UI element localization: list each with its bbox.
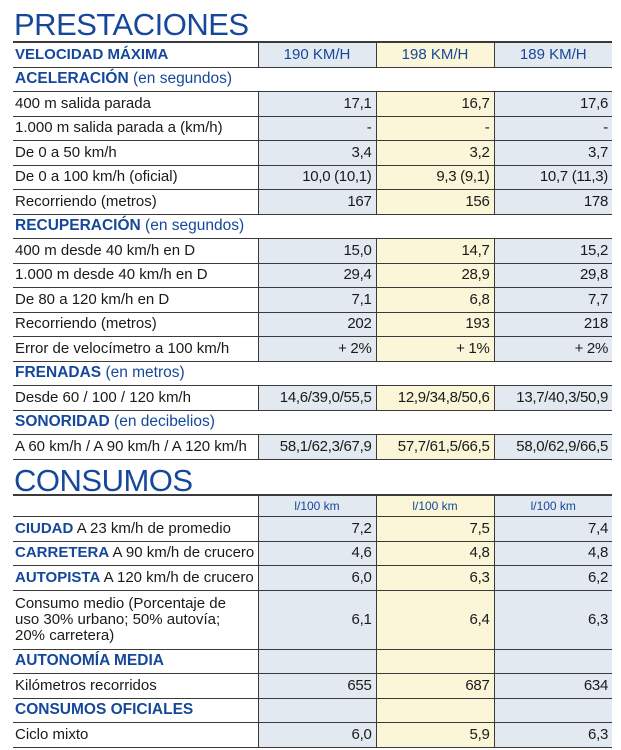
table-row bbox=[13, 239, 612, 264]
table-row bbox=[13, 92, 612, 117]
cell-value: - bbox=[494, 116, 612, 141]
velocidad-maxima-label: VELOCIDAD MÁXIMA bbox=[13, 42, 258, 67]
section-label: ACELERACIÓN bbox=[15, 70, 129, 88]
cell-value: 7,1 bbox=[258, 288, 376, 313]
cell-value: 634 bbox=[494, 674, 612, 699]
cell-value: 6,2 bbox=[494, 566, 612, 591]
table-row bbox=[13, 165, 612, 190]
row-label: Error de velocímetro a 100 km/h bbox=[13, 337, 258, 362]
table-row bbox=[13, 386, 612, 411]
table-row bbox=[13, 263, 612, 288]
cell-value: 202 bbox=[258, 312, 376, 337]
velocidad-maxima-value: 190 KM/H bbox=[258, 42, 376, 67]
table-row bbox=[13, 566, 612, 591]
table-row bbox=[13, 723, 612, 748]
row-highlight: CIUDAD bbox=[15, 519, 74, 537]
frenadas-section-header bbox=[13, 361, 612, 386]
row-label: De 0 a 100 km/h (oficial) bbox=[13, 165, 258, 190]
table-row bbox=[13, 288, 612, 313]
velocidad-maxima-row bbox=[13, 42, 612, 67]
row-label: De 0 a 50 km/h bbox=[13, 141, 258, 166]
velocidad-maxima-value: 189 KM/H bbox=[494, 42, 612, 67]
row-label bbox=[13, 517, 258, 542]
units-row bbox=[13, 495, 612, 517]
row-label: Recorriendo (metros) bbox=[13, 190, 258, 215]
cell-value: 4,8 bbox=[494, 541, 612, 566]
cell-value: 6,3 bbox=[376, 566, 494, 591]
recuperacion-section-header bbox=[13, 214, 612, 239]
section-unit: (en segundos) bbox=[145, 217, 245, 235]
section-label: CONSUMOS OFICIALES bbox=[13, 698, 258, 723]
table-row bbox=[13, 141, 612, 166]
section-unit: (en metros) bbox=[105, 364, 185, 382]
table-row bbox=[13, 541, 612, 566]
consumos-oficiales-section-header bbox=[13, 698, 612, 723]
cell-value: 29,4 bbox=[258, 263, 376, 288]
cell-value: 7,5 bbox=[376, 517, 494, 542]
cell-value: 7,2 bbox=[258, 517, 376, 542]
cell-value: 6,8 bbox=[376, 288, 494, 313]
row-label: 1.000 m salida parada a (km/h) bbox=[13, 116, 258, 141]
cell-value: - bbox=[376, 116, 494, 141]
row-label: Kilómetros recorridos bbox=[13, 674, 258, 699]
cell-value: 7,4 bbox=[494, 517, 612, 542]
row-detail: A 120 km/h de crucero bbox=[103, 568, 254, 586]
consumo-medio-row bbox=[13, 590, 612, 649]
cell-value: 17,6 bbox=[494, 92, 612, 117]
row-label: A 60 km/h / A 90 km/h / A 120 km/h bbox=[13, 435, 258, 460]
cell-value: 16,7 bbox=[376, 92, 494, 117]
consumos-title: CONSUMOS bbox=[14, 463, 193, 498]
cell-value: 7,7 bbox=[494, 288, 612, 313]
cell-value: - bbox=[258, 116, 376, 141]
cell-value: 28,9 bbox=[376, 263, 494, 288]
row-label: Desde 60 / 100 / 120 km/h bbox=[13, 386, 258, 411]
consumos-table bbox=[13, 494, 612, 748]
row-highlight: CARRETERA bbox=[15, 544, 110, 562]
cell-value: 6,3 bbox=[494, 590, 612, 649]
table-row bbox=[13, 312, 612, 337]
cell-value: 3,7 bbox=[494, 141, 612, 166]
cell-value: 218 bbox=[494, 312, 612, 337]
table-row bbox=[13, 190, 612, 215]
cell-value: + 2% bbox=[494, 337, 612, 362]
cell-value: 6,3 bbox=[494, 723, 612, 748]
row-label: Recorriendo (metros) bbox=[13, 312, 258, 337]
cell-value: 13,7/40,3/50,9 bbox=[494, 386, 612, 411]
cell-value: 29,8 bbox=[494, 263, 612, 288]
cell-value: 58,1/62,3/67,9 bbox=[258, 435, 376, 460]
cell-value: 6,1 bbox=[258, 590, 376, 649]
cell-value: 178 bbox=[494, 190, 612, 215]
cell-value: 9,3 (9,1) bbox=[376, 165, 494, 190]
prestaciones-title: PRESTACIONES bbox=[14, 7, 249, 42]
row-label: Consumo medio (Porcentaje de uso 30% urbano; 50% autovía; 20% carretera) bbox=[13, 590, 258, 649]
row-label bbox=[13, 566, 258, 591]
cell-value: 193 bbox=[376, 312, 494, 337]
prestaciones-table bbox=[13, 41, 612, 460]
cell-value: 655 bbox=[258, 674, 376, 699]
table-row bbox=[13, 116, 612, 141]
cell-value: 10,7 (11,3) bbox=[494, 165, 612, 190]
unit-label: l/100 km bbox=[494, 495, 612, 517]
cell-value: + 1% bbox=[376, 337, 494, 362]
velocidad-maxima-value: 198 KM/H bbox=[376, 42, 494, 67]
cell-value: 6,0 bbox=[258, 566, 376, 591]
cell-value: + 2% bbox=[258, 337, 376, 362]
section-unit: (en decibelios) bbox=[114, 413, 215, 431]
section-unit: (en segundos) bbox=[132, 70, 233, 88]
unit-label: l/100 km bbox=[258, 495, 376, 517]
cell-value: 10,0 (10,1) bbox=[258, 165, 376, 190]
row-label: 1.000 m desde 40 km/h en D bbox=[13, 263, 258, 288]
cell-value: 3,2 bbox=[376, 141, 494, 166]
row-label: 400 m desde 40 km/h en D bbox=[13, 239, 258, 264]
cell-value: 6,4 bbox=[376, 590, 494, 649]
cell-value: 14,7 bbox=[376, 239, 494, 264]
cell-value: 12,9/34,8/50,6 bbox=[376, 386, 494, 411]
cell-value: 58,0/62,9/66,5 bbox=[494, 435, 612, 460]
aceleracion-section-header bbox=[13, 67, 612, 92]
section-label: RECUPERACIÓN bbox=[15, 217, 141, 235]
table-row bbox=[13, 674, 612, 699]
cell-value: 14,6/39,0/55,5 bbox=[258, 386, 376, 411]
autonomia-section-header bbox=[13, 649, 612, 674]
cell-value: 167 bbox=[258, 190, 376, 215]
cell-value: 15,2 bbox=[494, 239, 612, 264]
cell-value: 687 bbox=[376, 674, 494, 699]
cell-value: 15,0 bbox=[258, 239, 376, 264]
row-detail: A 90 km/h de crucero bbox=[112, 544, 255, 562]
unit-label: l/100 km bbox=[376, 495, 494, 517]
cell-value: 6,0 bbox=[258, 723, 376, 748]
cell-value: 4,6 bbox=[258, 541, 376, 566]
table-row bbox=[13, 517, 612, 542]
row-highlight: AUTOPISTA bbox=[15, 568, 101, 586]
cell-value: 156 bbox=[376, 190, 494, 215]
row-label: Ciclo mixto bbox=[13, 723, 258, 748]
table-row bbox=[13, 337, 612, 362]
sonoridad-section-header bbox=[13, 410, 612, 435]
section-label: SONORIDAD bbox=[15, 413, 110, 431]
table-row bbox=[13, 435, 612, 460]
cell-value: 3,4 bbox=[258, 141, 376, 166]
cell-value: 57,7/61,5/66,5 bbox=[376, 435, 494, 460]
cell-value: 5,9 bbox=[376, 723, 494, 748]
row-label: De 80 a 120 km/h en D bbox=[13, 288, 258, 313]
cell-value: 17,1 bbox=[258, 92, 376, 117]
section-label: AUTONOMÍA MEDIA bbox=[13, 649, 258, 674]
row-label bbox=[13, 541, 258, 566]
section-label: FRENADAS bbox=[15, 364, 102, 382]
row-detail: A 23 km/h de promedio bbox=[76, 519, 231, 537]
row-label: 400 m salida parada bbox=[13, 92, 258, 117]
cell-value: 4,8 bbox=[376, 541, 494, 566]
